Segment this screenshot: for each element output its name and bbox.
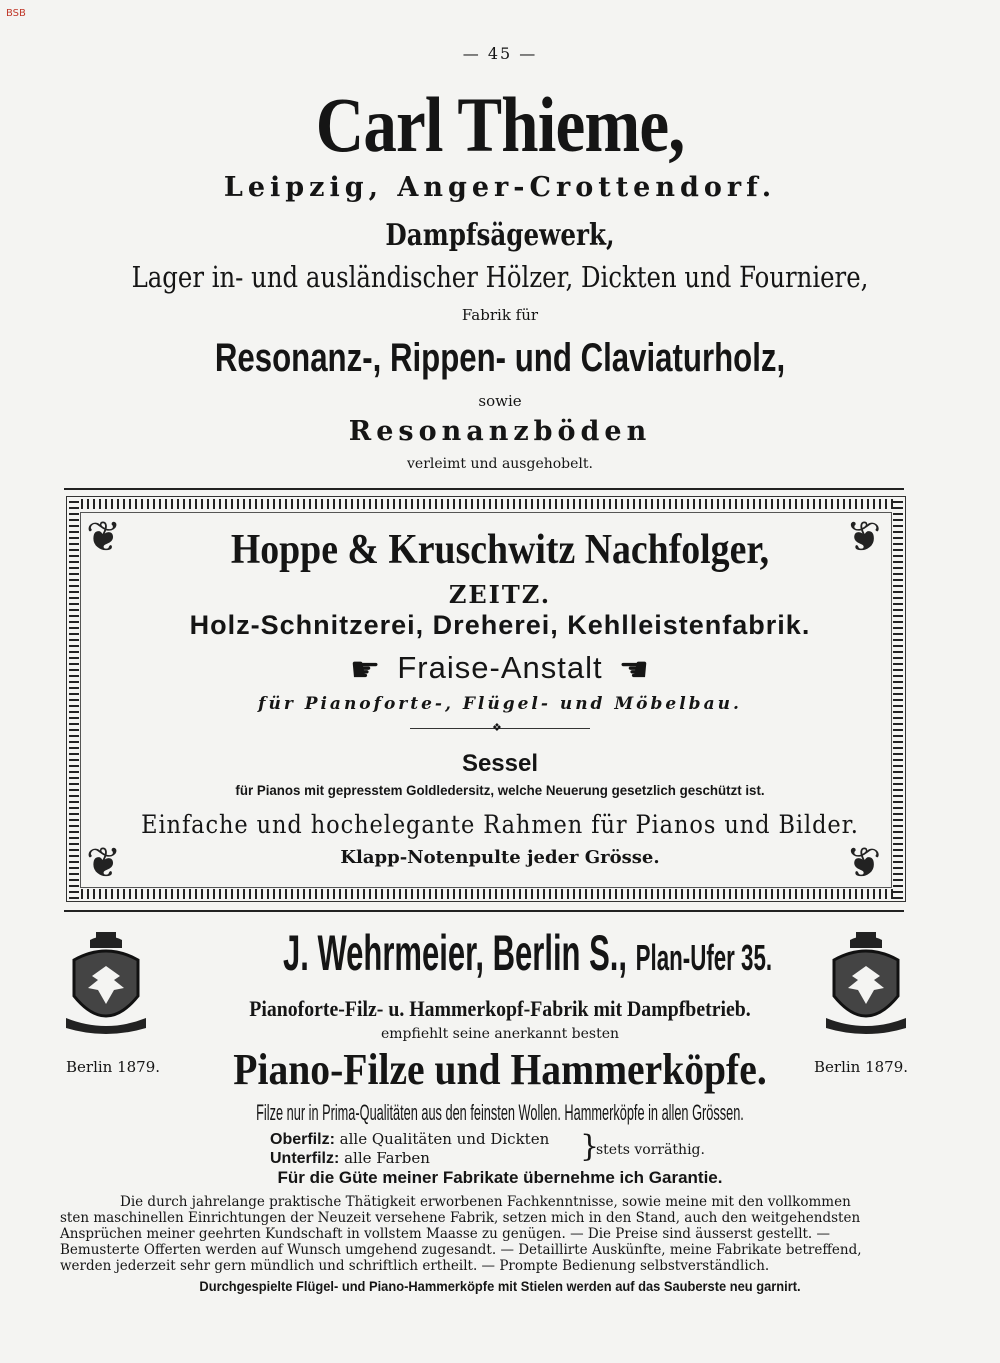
thieme-location: Leipzig, Anger-Crottendorf. — [223, 172, 777, 203]
wehrmeier-filze: Filze nur in Prima-Qualitäten aus den feinsten Wollen. Hammerköpfe in allen Grössen. — [256, 1100, 744, 1125]
thieme-resonanz: Resonanz-, Rippen- und Claviaturholz, — [214, 336, 786, 380]
wehrmeier-headline: Piano-Filze und Hammerköpfe. — [233, 1045, 767, 1094]
thieme-fabrik: Fabrik für — [461, 306, 539, 324]
berlin-year-left: Berlin 1879. — [66, 1058, 161, 1076]
library-stamp: BSB — [6, 8, 26, 19]
hoppe-city: ZEITZ. — [448, 580, 552, 609]
greek-key-border-top — [69, 499, 903, 509]
hoppe-klapp: Klapp-Notenpulte jeder Grösse. — [340, 847, 660, 868]
oberfilz-label: Oberfilz: — [270, 1131, 335, 1148]
wehrmeier-address: Plan-Ufer 35. — [635, 937, 773, 978]
divider-rule — [64, 488, 904, 490]
corner-ornament-icon: ❦ — [846, 512, 882, 561]
para-line: werden jederzeit sehr gern mündlich und schriftlich ertheilt. — Prompte Bedienung selbstverständlich. — [60, 1258, 770, 1274]
hoppe-rahmen: Einfache und hochelegante Rahmen für Pianos und Bilder. — [141, 810, 859, 839]
hoppe-fuer: für Pianoforte-, Flügel- und Möbelbau. — [258, 694, 742, 714]
para-line: Ansprüchen meiner geehrten Kundschaft in vollstem Maasse zu genügen. — Die Preise sind äusserst gestellt. — — [60, 1226, 831, 1242]
para-line: Bemusterte Offerten werden auf Wunsch umgehend zugesandt. — Detaillirte Auskünfte, meine Fabrikate betreffend, — [60, 1242, 862, 1258]
pointing-hand-left-icon: ☚ — [618, 651, 651, 689]
wehrmeier-paragraph — [60, 1194, 905, 1274]
thieme-boeden: Resonanzböden — [348, 416, 652, 447]
oberfilz-text: alle Qualitäten und Dickten — [339, 1130, 550, 1148]
thieme-lager: Lager in- und ausländischer Hölzer, Dickten und Fourniere, — [131, 260, 869, 294]
wehrmeier-heading — [283, 924, 773, 982]
wehrmeier-fabrik: Pianoforte-Filz- u. Hammerkopf-Fabrik mit Dampfbetrieb. — [249, 996, 751, 1021]
wehrmeier-durch: Durchgespielte Flügel- und Piano-Hammerköpfe mit Stielen werden auf das Sauberste neu garnirt. — [199, 1278, 801, 1294]
hoppe-fraise: Fraise-Anstalt — [397, 650, 603, 686]
pointing-hand-right-icon: ☛ — [349, 651, 382, 689]
divider-ornament-icon: ❖ — [492, 721, 502, 734]
hoppe-sessel-text: für Pianos mit gepresstem Goldledersitz, welche Neuerung gesetzlich geschützt ist. — [235, 782, 765, 798]
wehrmeier-name: J. Wehrmeier, Berlin S., — [283, 925, 628, 981]
thieme-verleimt: verleimt und ausgehobelt. — [407, 456, 593, 472]
corner-ornament-icon: ❦ — [86, 838, 122, 887]
wehrmeier-garantie: Für die Güte meiner Fabrikate übernehme ich Garantie. — [277, 1168, 723, 1187]
page-number: — 45 — — [462, 44, 538, 63]
divider-rule — [64, 910, 904, 912]
unterfilz-label: Unterfilz: — [270, 1150, 340, 1167]
stets-text: stets vorräthig. — [596, 1142, 705, 1158]
hoppe-sessel: Sessel — [461, 750, 539, 777]
hoppe-holz: Holz-Schnitzerei, Dreherei, Kehlleistenfabrik. — [189, 610, 811, 640]
para-line: sten maschinellen Einrichtungen der Neuzeit versehene Fabrik, setzen mich in den Stand, auch den weitgehendsten — [60, 1210, 861, 1226]
thieme-dampf: Dampfsägewerk, — [385, 218, 615, 253]
thieme-sowie: sowie — [478, 392, 522, 410]
hoppe-fraise-line — [0, 650, 1000, 690]
para-line: Die durch jahrelange praktische Thätigkeit erworbenen Fachkenntnisse, sowie meine mit den vollkommen — [120, 1194, 851, 1210]
corner-ornament-icon: ❦ — [86, 512, 122, 561]
unterfilz-text: alle Farben — [344, 1149, 430, 1167]
wehrmeier-empf: empfiehlt seine anerkannt besten — [380, 1026, 620, 1042]
greek-key-border-bottom — [69, 889, 903, 899]
corner-ornament-icon: ❦ — [846, 838, 882, 887]
hoppe-name: Hoppe & Kruschwitz Nachfolger, — [230, 527, 770, 573]
brace-icon: } — [580, 1129, 600, 1164]
thieme-name: Carl Thieme, — [315, 81, 685, 168]
filz-list — [270, 1130, 549, 1168]
berlin-year-right: Berlin 1879. — [814, 1058, 909, 1076]
